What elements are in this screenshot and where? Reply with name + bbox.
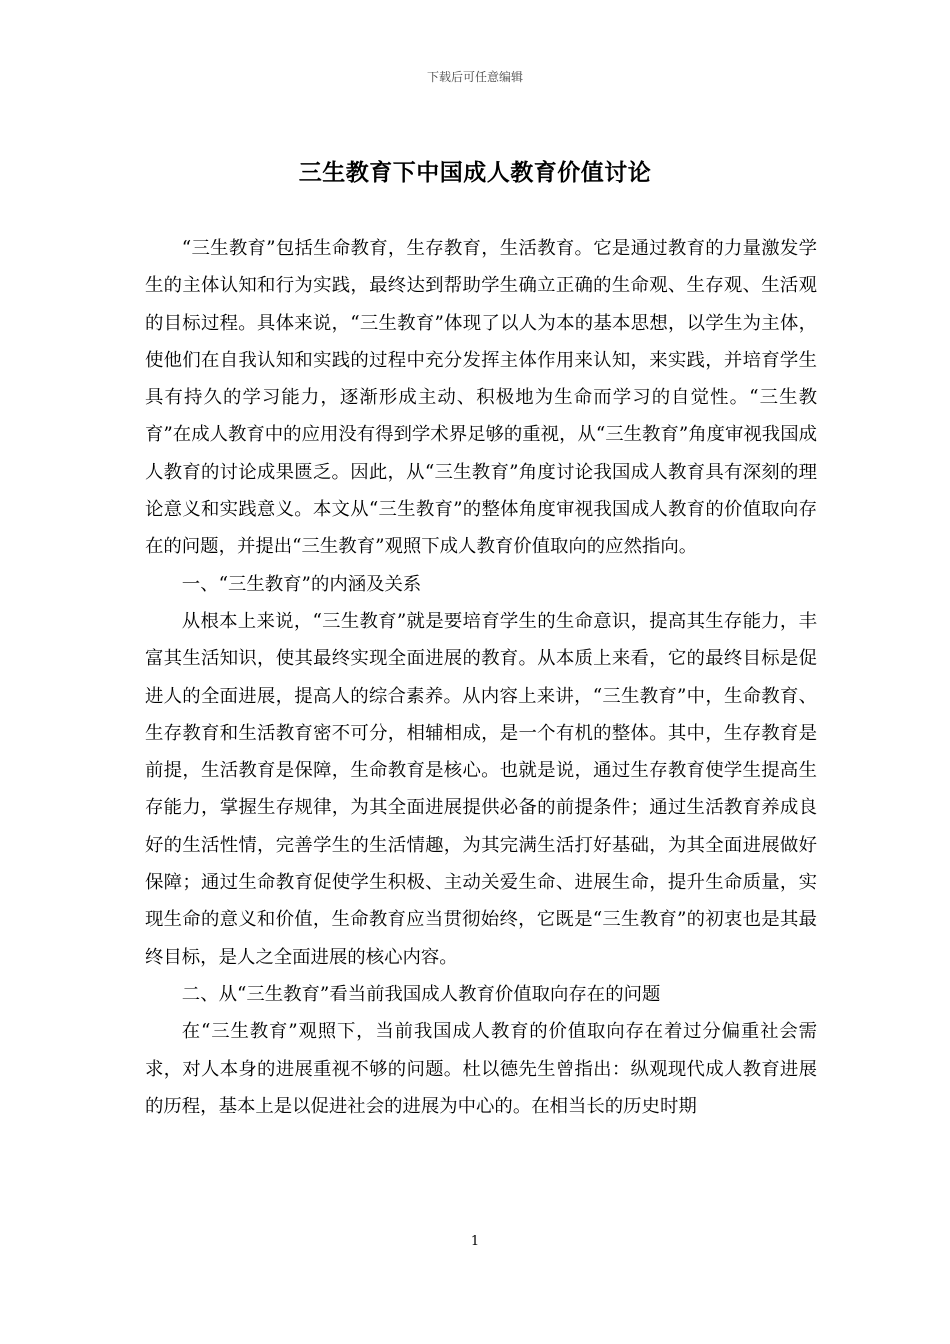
section-heading-1: 一、“三生教育”的内涵及关系 [181, 573, 422, 595]
section-heading-2: 二、从“三生教育”看当前我国成人教育价值取向存在的问题 [181, 983, 661, 1005]
intro-paragraph: “三生教育”包括生命教育，生存教育，生活教育。它是通过教育的力量激发学生的主体认知和行为实践，最终达到帮助学生确立正确的生命观、生存观、生活观的目标过程。具体来说，“三生教育”体现了以人为本的基本思想，以学生为主体，使他们在自我认知和实践的过程中充分发挥主体作用来认知，来实践，并培育学生具有持久的学习能力，逐渐形成主动、积极地为生命而学习的自觉性。“三生教育”在成人教育中的应用没有得到学术界足够的重视，从“三生教育”角度审视我国成人教育的讨论成果匮乏。因此，从“三生教育”角度讨论我国成人教育具有深刻的理论意义和实践意义。本文从“三生教育”的整体角度审视我国成人教育的价值取向存在的问题，并提出“三生教育”观照下成人教育价值取向的应然指向。 [145, 238, 817, 558]
document-title: 三生教育下中国成人教育价值讨论 [298, 159, 652, 186]
section-1-paragraph: 从根本上来说，“三生教育”就是要培育学生的生命意识，提高其生存能力，丰富其生活知识，使其最终实现全面进展的教育。从本质上来看，它的最终目标是促进人的全面进展，提高人的综合素养。从内容上来讲，“三生教育”中，生命教育、生存教育和生活教育密不可分，相辅相成，是一个有机的整体。其中，生存教育是前提，生活教育是保障，生命教育是核心。也就是说，通过生存教育使学生提高生存能力，掌握生存规律，为其全面进展提供必备的前提条件；通过生活教育养成良好的生活性情，完善学生的生活情趣，为其完满生活打好基础，为其全面进展做好保障；通过生命教育促使学生积极、主动关爱生命、进展生命，提升生命质量，实现生命的意义和价值，生命教育应当贯彻始终，它既是“三生教育”的初衷也是其最终目标，是人之全面进展的核心内容。 [145, 610, 817, 968]
document-body [145, 230, 817, 1125]
section-2-paragraph: 在“三生教育”观照下，当前我国成人教育的价值取向存在着过分偏重社会需求，对人本身的进展重视不够的问题。杜以德先生曾指出：纵观现代成人教育进展的历程，基本上是以促进社会的进展为中心的。在相当长的历史时期 [145, 1021, 817, 1117]
page-number: 1 [470, 1234, 480, 1249]
header-note: 下载后可任意编辑 [426, 70, 523, 84]
